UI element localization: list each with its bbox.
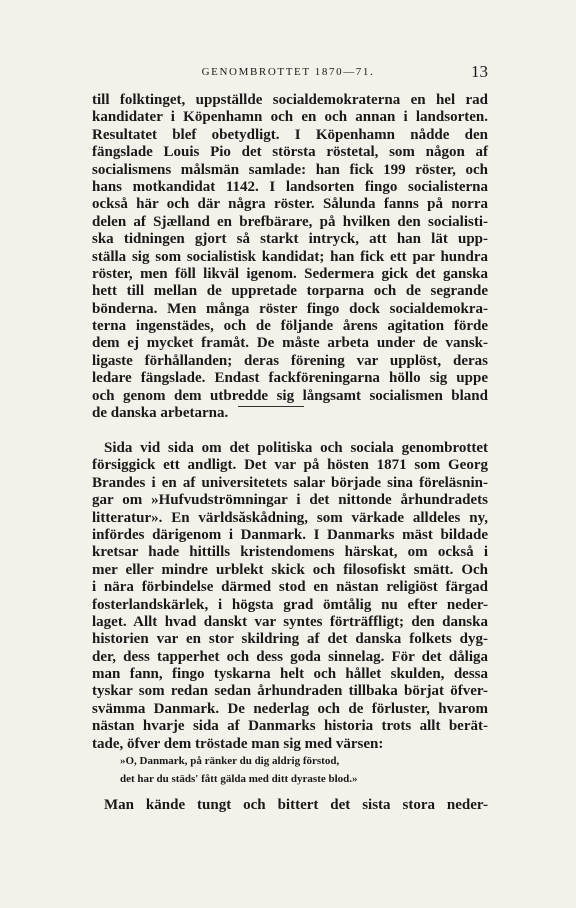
text-line: de danska arbetarna. [92,405,229,422]
text-line: ligaste förhållanden; deras förening var upplöst, deras [92,352,488,369]
text-line: tyskar som redan sedan århundraden tillbaka börjat öfver- [92,683,488,700]
text-line: mer eller mindre urblekt skick och filosofiskt smätt. Och [92,561,488,578]
text-line: bönderna. Men många röster fingo dock socialdemokra- [92,300,488,317]
continuation-line [104,797,488,814]
text-line: också här och där några röster. Sålunda fanns på norra [92,196,488,213]
text-line: terna ingenstädes, och de följande årens agitation förde [92,318,488,335]
text-line: Man kände tungt och bittert det sista stora neder- [104,797,488,813]
text-line: fängslade Louis Pio det största röstetal, som någon af [92,144,488,161]
text-line: Resultatet blef obetydligt. I Köpenhamn nådde den [92,126,488,143]
text-line: der, dess tapperhet och dess goda sinnelag. För det dåliga [92,648,488,665]
text-line: hett till mellan de uppretade torparna och de segrande [92,283,488,300]
paragraph-1 [92,92,488,422]
verse-quote [120,770,460,788]
text-line: gar om »Hufvudströmningar i det nittonde århundradets [92,492,488,509]
verse-line: det har du städs' fått gälda med ditt dyraste blod.» [120,773,358,785]
text-line: socialismens målsmän samlade: han fick 199 röster, och [92,161,488,178]
page-header [88,62,488,84]
text-line: dem ej mycket framåt. De måste arbeta under de vansk- [92,335,488,352]
text-line: i nära förbindelse därmed stod en nästan religiöst färgad [92,579,488,596]
text-line: Brandes i en af universitetets salar började sina föreläsnin- [92,474,488,491]
text-line: svämma Danmark. De nederlag och de förluster, hvarom [92,700,488,717]
running-title: GENOMBROTTET 1870—71. [201,66,375,78]
text-line: fosterlandskärlek, i högsta grad ömtålig nu efter neder- [92,596,488,613]
text-line: kandidater i Köpenhamn och en och annan i landsorten. [92,109,488,126]
text-line: röster, men föll likväl igenom. Sedermera gick det ganska [92,265,488,282]
text-line: ställa sig som socialistisk kandidat; han fick ett par hundra [92,248,488,265]
text-line: och genom dem utbredde sig långsamt socialismen bland [92,387,488,404]
text-line: hans motkandidat 1142. I landsorten fingo socialisterna [92,178,488,195]
text-line: nästan hvarje sida af Danmarks historia trots allt berät- [92,718,488,735]
text-line: ska tidningen gjort så starkt intryck, att han lät upp- [92,231,488,248]
text-line: till folktinget, uppställde socialdemokraterna en hel rad [92,92,488,108]
text-line: man fann, fingo tyskarna helt och hållet skulden, dessa [92,666,488,683]
text-line: försiggick ett andligt. Det var på hösten 1871 som Georg [92,457,488,474]
section-divider [238,406,304,407]
text-line: infördes därigenom i Danmark. I Danmarks mäst bildade [92,526,488,543]
text-line: delen af Sjælland en brefbärare, på hvilken den socialisti- [92,213,488,230]
verse-quote [120,752,460,770]
text-line: historien var en stor skildring af det danska folkets dyg- [92,631,488,648]
verse-line: »O, Danmark, på ränker du dig aldrig förstod, [120,755,340,767]
paragraph-2 [92,440,488,753]
text-line: Sida vid sida om det politiska och sociala genombrottet [104,440,488,456]
text-line: litteratur». En världsăskådning, som värkade alldeles ny, [92,509,488,526]
text-line: tade, öfver dem tröstade man sig med värsen: [92,735,384,752]
page-number: 13 [471,62,488,81]
text-line: ledare fängslade. Endast fackföreningarna höllo sig uppe [92,370,488,387]
text-line: laget. Allt hvad danskt var syntes förträffligt; den danska [92,613,488,630]
text-line: kretsar hade hittills kristendomens härskat, om också i [92,544,488,561]
